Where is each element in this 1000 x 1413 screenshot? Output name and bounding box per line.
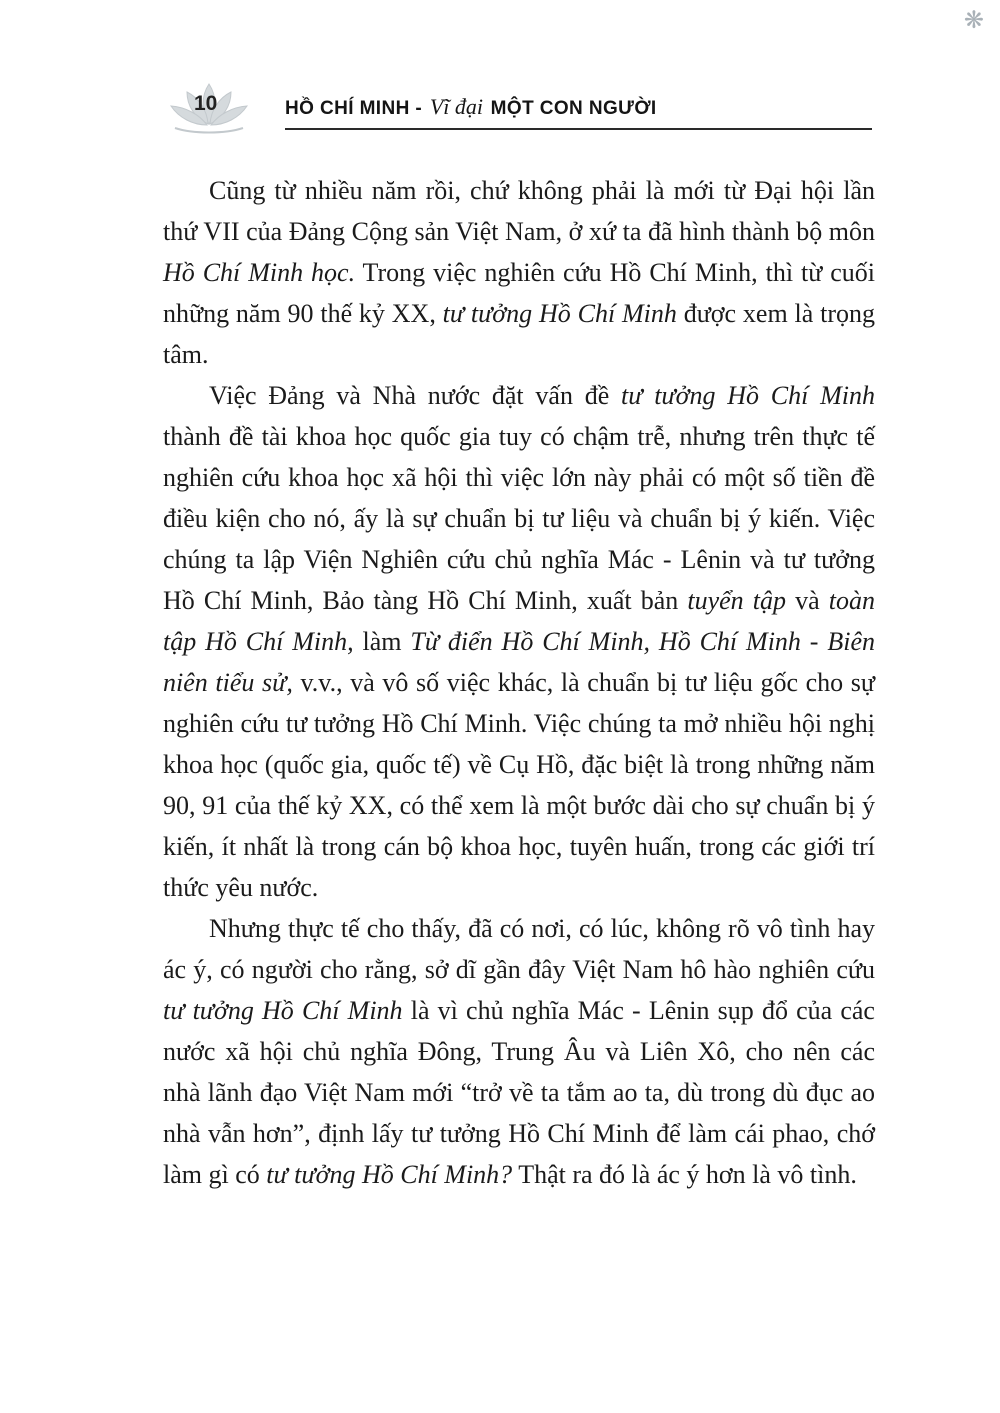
paragraph bbox=[163, 170, 875, 375]
text-run: và bbox=[786, 586, 829, 615]
header-rule bbox=[285, 128, 872, 130]
text-run-italic: toàn tập Hồ Chí Minh, bbox=[163, 586, 875, 656]
text-run: làm bbox=[353, 627, 411, 656]
text-run-italic: Từ điển Hồ Chí Minh, Hồ Chí Minh - Biên niên tiểu sử, bbox=[163, 627, 875, 697]
text-run-italic: tư tưởng Hồ Chí Minh bbox=[442, 299, 677, 328]
paragraph bbox=[163, 375, 875, 908]
text-run-italic: tư tưởng Hồ Chí Minh bbox=[621, 381, 875, 410]
text-run: là vì chủ nghĩa Mác - Lênin sụp đổ của các nước xã hội chủ nghĩa Đông, Trung Âu và Liên Xô, cho nên các nhà lãnh đạo Việt Nam mới “trở về ta tắm ao ta, dù trong dù đục ao nhà vẫn hơn”, định lấy tư tưởng Hồ Chí Minh để làm cái phao, chớ làm gì có bbox=[163, 996, 875, 1189]
running-title-main: HỒ CHÍ MINH - bbox=[285, 98, 428, 119]
text-run: thành đề tài khoa học quốc gia tuy có chậm trễ, nhưng trên thực tế nghiên cứu khoa học xã hội thì việc lớn này phải có một số tiền đề điều kiện cho nó, ấy là sự chuẩn bị tư liệu và chuẩn bị ý kiến. Việc chúng ta lập Viện Nghiên cứu chủ nghĩa Mác - Lênin và tư tưởng Hồ Chí Minh, Bảo tàng Hồ Chí Minh, xuất bản bbox=[163, 422, 875, 615]
text-run: Thật ra đó là ác ý hơn là vô tình. bbox=[512, 1160, 857, 1189]
text-run-italic: tư tưởng Hồ Chí Minh bbox=[163, 996, 403, 1025]
page-number: 10 bbox=[194, 92, 218, 115]
text-run: Cũng từ nhiều năm rồi, chứ không phải là mới từ Đại hội lần thứ VII của Đảng Cộng sản Việt Nam, ở xứ ta đã hình thành bộ môn bbox=[163, 176, 875, 246]
text-run: Nhưng thực tế cho thấy, đã có nơi, có lúc, không rõ vô tình hay ác ý, có người cho rằng, sở dĩ gần đây Việt Nam hô hào nghiên cứu bbox=[163, 914, 875, 984]
flower-ornament-icon: ❋ bbox=[963, 6, 984, 34]
text-run: Việc Đảng và Nhà nước đặt vấn đề bbox=[209, 381, 622, 410]
text-run: được xem là trọng tâm. bbox=[163, 299, 875, 369]
text-run-italic: tuyển tập bbox=[687, 586, 787, 615]
running-title-script: Vĩ đại bbox=[429, 94, 483, 119]
running-title bbox=[285, 94, 657, 120]
text-run: v.v., và vô số việc khác, là chuẩn bị tư liệu gốc cho sự nghiên cứu tư tưởng Hồ Chí Minh. Việc chúng ta mở nhiều hội nghị khoa học (quốc gia, quốc tế) về Cụ Hồ, đặc biệt là trong những năm 90, 91 của thế kỷ XX, có thể xem là một bước dài cho sự chuẩn bị ý kiến, ít nhất là trong cán bộ khoa học, tuyên huấn, trong các giới trí thức yêu nước. bbox=[163, 668, 875, 902]
page-body bbox=[163, 170, 875, 1195]
text-run-italic: tư tưởng Hồ Chí Minh? bbox=[266, 1160, 513, 1189]
text-run: Trong việc nghiên cứu Hồ Chí Minh, thì từ cuối những năm 90 thế kỷ XX, bbox=[163, 258, 875, 328]
paragraph bbox=[163, 908, 875, 1195]
text-run-italic: Hồ Chí Minh học. bbox=[163, 258, 356, 287]
running-title-rest: MỘT CON NGƯỜI bbox=[484, 98, 657, 119]
